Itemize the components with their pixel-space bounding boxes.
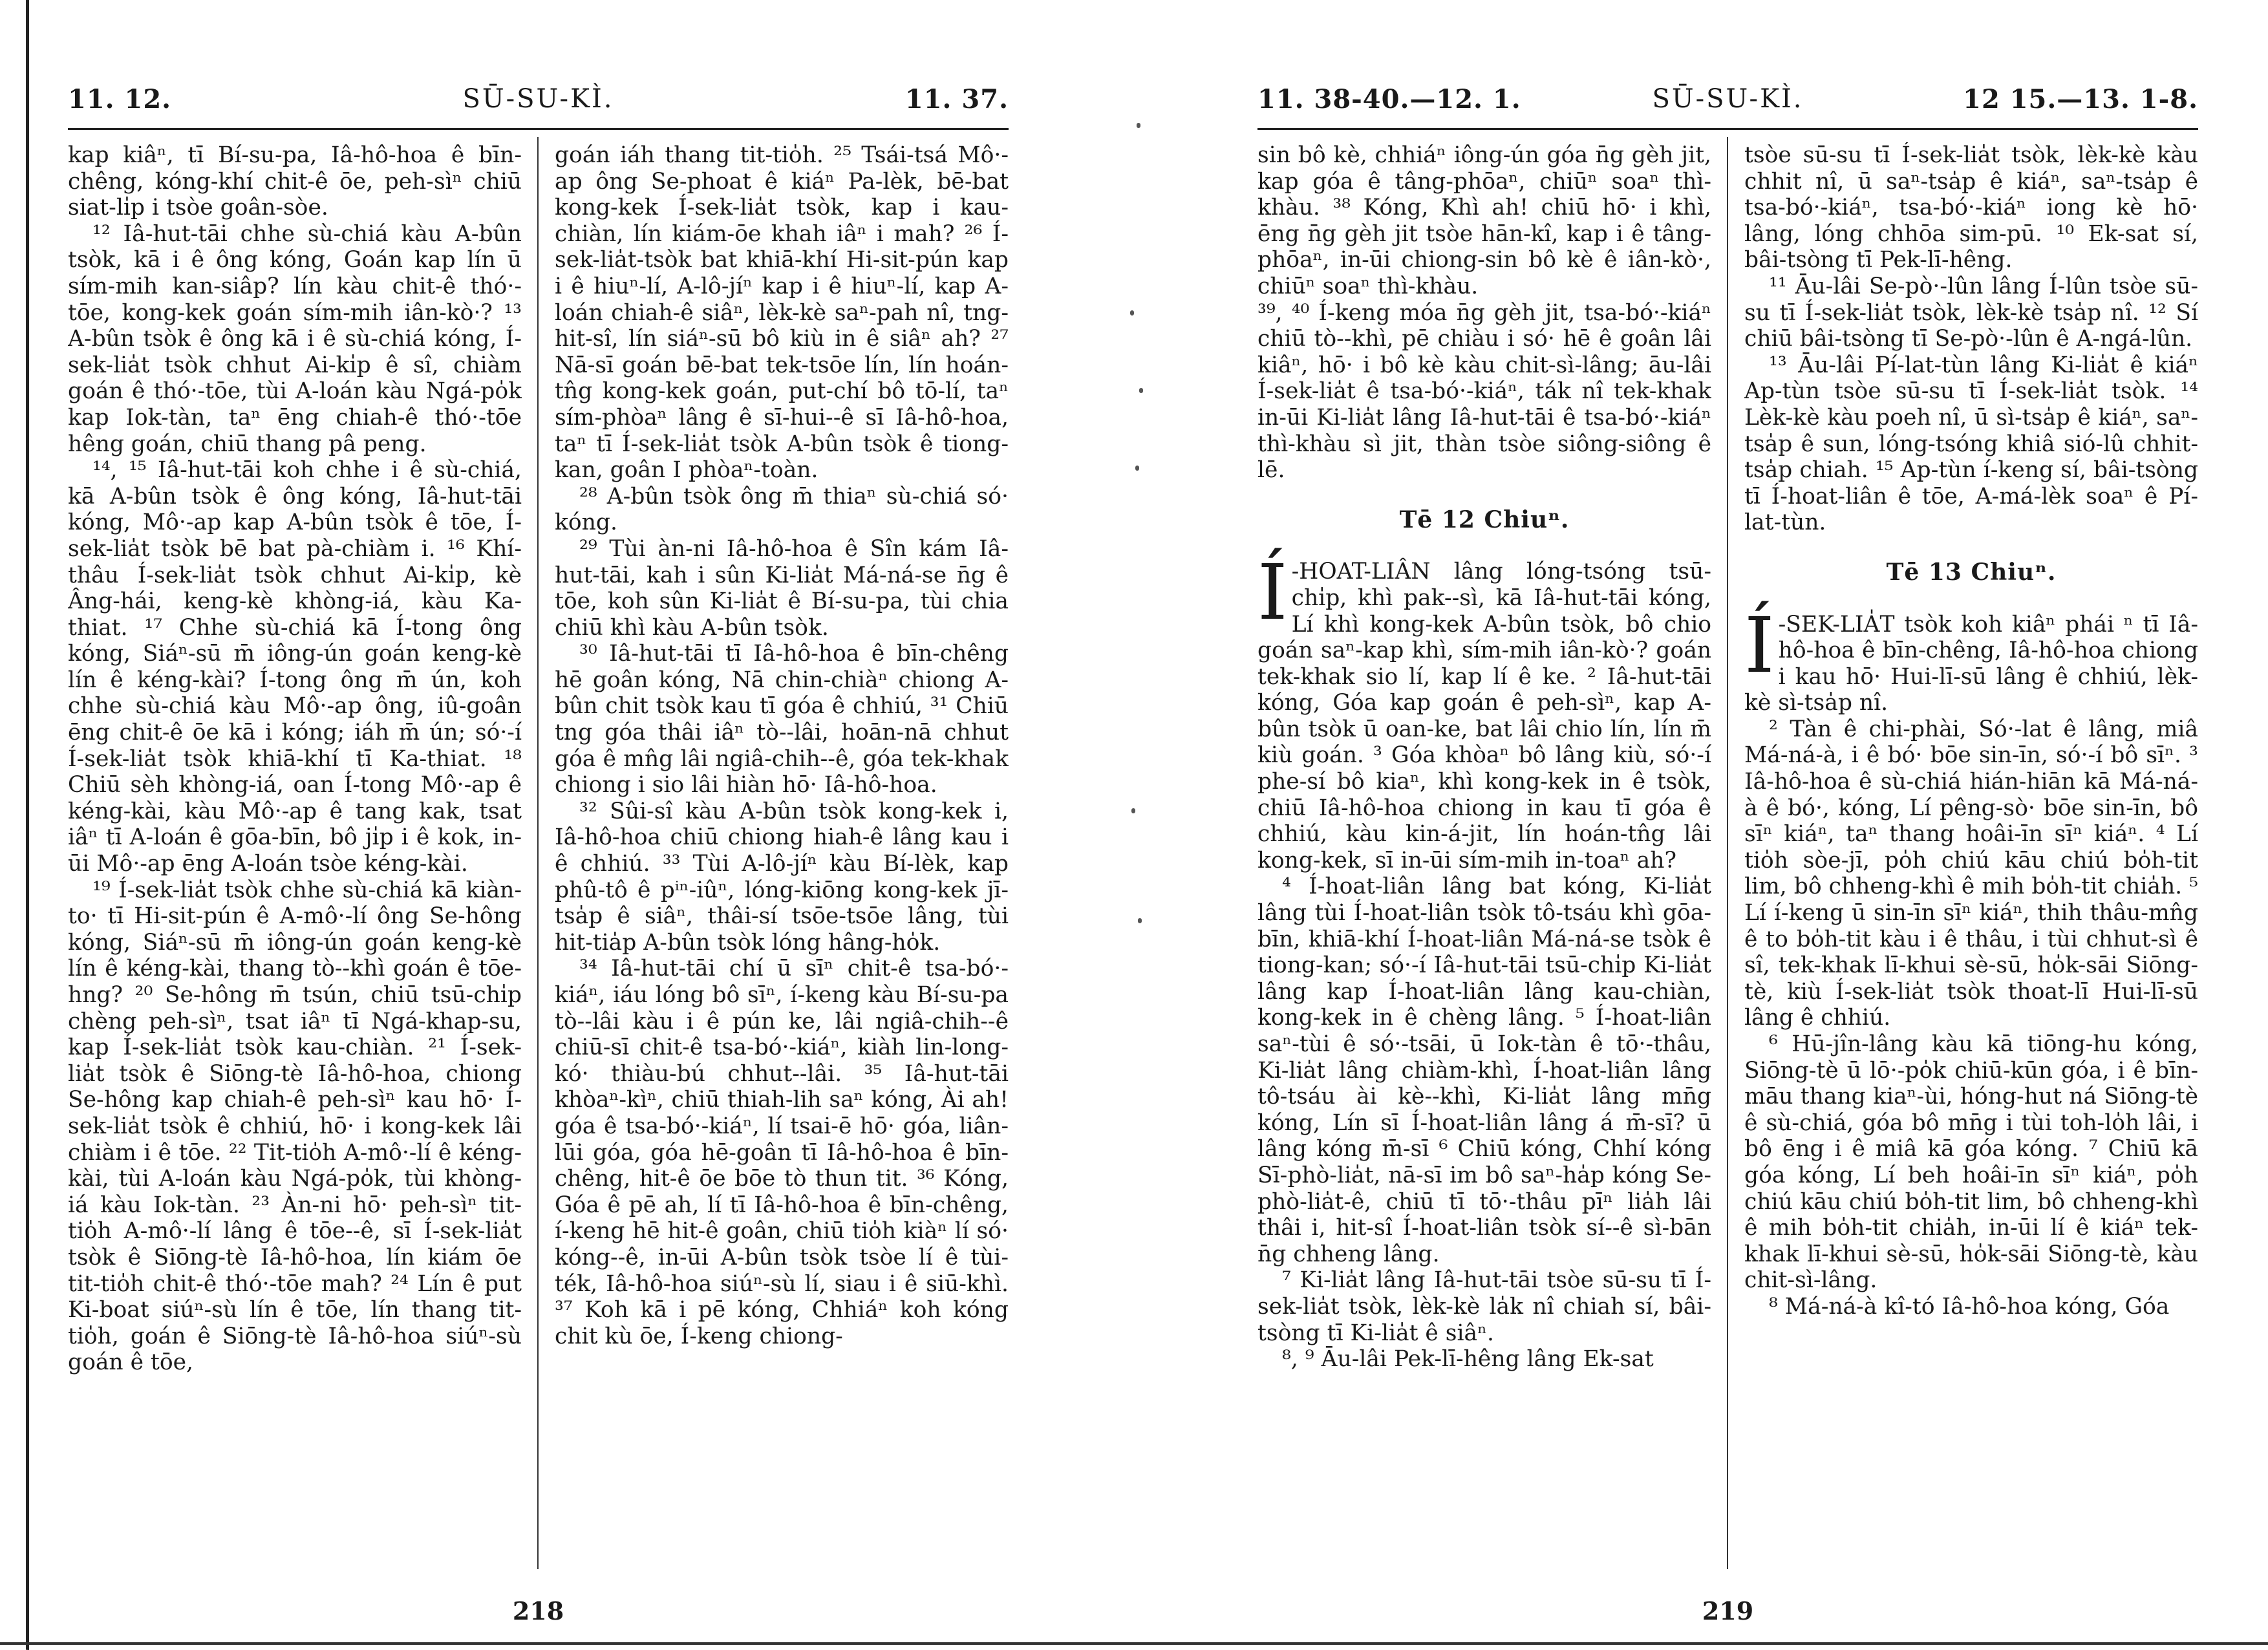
left-page-column-2 [555,142,1009,1579]
paragraph: ⁶ Hū-jîn-lâng kàu kā tiōng-hu kóng, Siōng-tè ū lō·-po̍k chiū-kūn góa, i ê bīn-māu thang kiaⁿ-ùi, hóng-hut ná Siōng-tè ê sù-chiá, góa bô mn̄g i tùi toh-lo̍h lâi, i bô ēng i ê miâ kā góa kóng. ⁷ Chiū kā góa kóng, Lí beh hoâi-īn sīⁿ kiáⁿ, po̍h chiú kāu chiú bo̍h-tit lim, bô chheng-khì ê mih bo̍h-tit chia̍h, in-ūi lí ê kiáⁿ tek-khak lī-khui sè-sū, ho̍k-sāi Siōng-tè, kàu chit-sì-lâng. [1744,1031,2198,1294]
gutter-speck [1130,310,1134,316]
header-right-ref: 11. 37. [904,84,1009,114]
paragraph: goán iáh thang tit-tio̍h. ²⁵ Tsái-tsá Mô·-ap ông Se-phoat ê kiáⁿ Pa-lèk, bē-bat kong-kek Í-sek-lia̍t tsòk, kap i kau-chiàn, lín kiám-ōe khah iâⁿ i mah? ²⁶ Í-sek-lia̍t-tsòk bat khiā-khí Hi-sit-pún kap i ê hiuⁿ-lí, A-lô-jíⁿ kap i ê hiuⁿ-lí, kap A-loán chiah-ê siâⁿ, lèk-kè saⁿ-pah nî, tng-hit-sî, lín siáⁿ-sū bô kiù in ê siâⁿ ah? ²⁷ Nā-sī goán bē-bat tek-tsōe lín, lín hoán-tn̂g kong-kek goán, put-chí bô tō-lí, taⁿ sím-phòaⁿ lâng ê sī-hui--ê sī Iâ-hô-hoa, taⁿ tī Í-sek-lia̍t tsòk A-bûn tsòk ê tiong-kan, goân I phòaⁿ-toàn. [555,142,1009,484]
paragraph: ¹⁴, ¹⁵ Iâ-hut-tāi koh chhe i ê sù-chiá, kā A-bûn tsòk ê ông kóng, Iâ-hut-tāi kóng, Mô·-ap kap A-bûn tsòk ê tōe, Í-sek-lia̍t tsòk bē bat pà-chiàm i. ¹⁶ Khí-thâu Í-sek-lia̍t tsòk chhut Ai-ki̍p, kè Âng-hái, keng-kè khòng-iá, kàu Ka-thiat. ¹⁷ Chhe sù-chiá kā Í-tong ông kóng, Siáⁿ-sū m̄ iông-ún goán keng-kè lín ê kéng-kài? Í-tong ông m̄ ún, koh chhe sù-chiá kàu Mô·-ap ông, iû-goân ēng chit-ê ōe kā i kóng; iáh m̄ ún; só·-í Í-sek-lia̍t tsòk khiā-khí tī Ka-thiat. ¹⁸ Chiū sèh khòng-iá, oan Í-tong Mô·-ap ê kéng-kài, kàu Mô·-ap ê tang kak, tsat iâⁿ tī A-loán ê gōa-bīn, bô ji̍p i ê kok, in-ūi Mô·-ap ēng A-loán tsòe kéng-kài. [68,457,522,877]
paragraph: ⁸ Má-ná-à kî-tó Iâ-hô-hoa kóng, Góa [1769,1293,2170,1320]
gutter-speck [1137,123,1140,128]
left-page-column-1 [68,142,522,1579]
chapter-opening-paragraph [1257,548,1711,873]
page-number: 219 [1702,1596,1754,1625]
left-book-edge [0,0,29,1650]
paragraph-text: -SEK-LIA̍T tsòk koh kiâⁿ phái ⁿ tī Iâ-hô-hoa ê bīn-chêng, Iâ-hô-hoa chiong i kau hō· Hui-lī-sū lâng ê chhiú, lèk-kè sì-tsa̍p nî. [1744,611,2198,716]
paragraph: ³⁴ Iâ-hut-tāi chí ū sīⁿ chit-ê tsa-bó·-kiáⁿ, iáu lóng bô sīⁿ, í-keng kàu Bí-su-pa tò--lâi kàu i ê pún ke, lâi ngiâ-chih--ê chiū-sī chit-ê tsa-bó·-kiáⁿ, kiàh lin-long-kó· thiàu-bú chhut--lâi. ³⁵ Iâ-hut-tāi khòaⁿ-kìⁿ, chiū thiah-lih saⁿ kóng, Ài ah! góa ê tsa-bó·-kiáⁿ, lí tsai-ē hō· góa, liân-lūi góa, góa hē-goân tī Iâ-hô-hoa ê bīn-chêng, hit-ê ōe bōe tò thun tit. ³⁶ Kóng, Góa ê pē ah, lí tī Iâ-hô-hoa ê bīn-chêng, í-keng hē hit-ê goân, chiū tio̍h kiàⁿ lí só· kóng--ê, in-ūi A-bûn tsòk tsòe lí ê tùi-ték, Iâ-hô-hoa siúⁿ-sù lí, siau i ê siū-khì. ³⁷ Koh kā i pē kóng, Chhiáⁿ koh kóng chit kù ōe, Í-keng chiong- [555,956,1009,1349]
chapter-opening-paragraph [1744,600,2198,716]
header-right-ref: 12 15.—13. 1-8. [1963,84,2198,114]
header-left-ref: 11. 38-40.—12. 1. [1257,84,1521,114]
gutter-speck [1139,388,1143,393]
right-page-column-1 [1257,142,1711,1579]
paragraph: ²⁹ Tùi àn-ni Iâ-hô-hoa ê Sîn kám Iâ-hut-tāi, kah i sûn Ki-lia̍t Má-ná-se n̄g ê tōe, koh sûn Ki-lia̍t ê Bí-su-pa, tùi chia chiū khì kàu A-bûn tsòk. [555,535,1009,641]
paragraph: ⁴ Í-hoat-liân lâng bat kóng, Ki-lia̍t lâng tùi Í-hoat-liân tsòk tô-tsáu khì gōa-bīn, khiā-khí Í-hoat-liân Má-ná-se tsòk ê tiong-kan; só·-í Iâ-hut-tāi tsū-chi̍p Ki-lia̍t lâng kap Í-hoat-liân lâng kau-chiàn, kong-kek in ê chèng lâng. ⁵ Í-hoat-liân saⁿ-tùi ê só·-tsāi, ū Iok-tàn ê tō·-thâu, Ki-lia̍t lâng chiàm-khì, Í-hoat-liân lâng tô-tsáu ài kè--khì, Ki-lia̍t lâng mn̄g kóng, Lín sī Í-hoat-liân lâng á m̄-sī? ū lâng kóng m̄-sī ⁶ Chiū kóng, Chhí kóng Sī-phò-lia̍t, nā-sī im bô saⁿ-ha̍p kóng Se-phò-lia̍t-ê, chiū tī tō·-thâu pīⁿ lia̍h lâi thâi i, hit-sî Í-hoat-liân tsòk sí--ê sì-bān n̄g chheng lâng. [1257,873,1711,1267]
paragraph: ³⁰ Iâ-hut-tāi tī Iâ-hô-hoa ê bīn-chêng hē goân kóng, Nā chin-chiàⁿ chiong A-bûn chit tsòk kau tī góa ê chhiú, ³¹ Chiū tng góa thâi iâⁿ tò--lâi, hoān-nā chhut góa ê mn̂g lâi ngiâ-chih--ê, góa tek-khak chiong i sio lâi hiàn hō· Iâ-hô-hoa. [555,641,1009,798]
paragraph: ¹¹ Āu-lâi Se-pò·-lûn lâng Í-lûn tsòe sū-su tī Í-sek-lia̍t tsòk, lèk-kè tsa̍p nî. ¹² Sí chiū bâi-tsòng tī Se-pò·-lûn ê A-ngá-lûn. [1744,273,2198,352]
gutter-speck [1135,466,1139,471]
paragraph: ¹² Iâ-hut-tāi chhe sù-chiá kàu A-bûn tsòk, kā i ê ông kóng, Goán kap lín ū sím-mih kan-siâp? lín kàu chit-ê thó·-tōe, kong-kek goán sím-mih iân-kò·? ¹³ A-bûn tsòk ê ông kā i ê sù-chiá kóng, Í-sek-lia̍t tsòk chhut Ai-ki̍p ê sî, chiàm goán ê thó·-tōe, tùi A-loán kàu Ngá-po̍k kap Iok-tàn, taⁿ ēng chiah-ê thó·-tōe hêng goán, chiū thang pâ peng. [68,220,522,457]
paragraph: tsòe sū-su tī Í-sek-lia̍t tsòk, lèk-kè kàu chhit nî, ū saⁿ-tsa̍p ê kiáⁿ, saⁿ-tsa̍p ê tsa-bó·-kiáⁿ, tsa-bó·-kiáⁿ iong kè hō· lâng, lóng chhōa sim-pū. ¹⁰ Ek-sat sí, bâi-tsòng tī Pek-lī-hêng. [1744,142,2198,273]
column-divider [537,137,539,1569]
header-left-ref: 11. 12. [68,84,172,114]
paragraph: kap kiâⁿ, tī Bí-su-pa, Iâ-hô-hoa ê bīn-chêng, kóng-khí chit-ê ōe, peh-sìⁿ chiū siat-li̍p i tsòe goân-sòe. [68,142,522,221]
gutter-speck [1131,808,1135,813]
column-divider [1727,137,1728,1569]
gutter-marks [1125,0,1151,1650]
page-number: 218 [512,1596,564,1625]
drop-cap: Í [1744,600,1775,690]
header-book-title: SŪ-SU-KÌ. [462,84,614,114]
header-book-title: SŪ-SU-KÌ. [1652,84,1804,114]
running-header [1257,84,2198,123]
chapter-heading: Tē 12 Chiuⁿ. [1399,506,1570,533]
paragraph: ³² Sûi-sî kàu A-bûn tsòk kong-kek i, Iâ-hô-hoa chiū chiong hiah-ê lâng kau i ê chhiú. ³³ Tùi A-lô-jíⁿ kàu Bí-lèk, kap phû-tô ê pⁱⁿ-iûⁿ, lóng-kiōng kong-kek jī-tsa̍p ê siâⁿ, thâi-sí tsōe-tsōe lâng, tùi hit-tia̍p A-bûn tsòk lóng hâng-ho̍k. [555,798,1009,956]
right-page-column-2 [1744,142,2198,1579]
chapter-heading: Tē 13 Chiuⁿ. [1886,558,2057,586]
header-rule [1257,128,2198,130]
paragraph: ²⁸ A-bûn tsòk ông m̄ thiaⁿ sù-chiá só· kóng. [555,483,1009,536]
paragraph: ³⁹, ⁴⁰ Í-keng móa n̄g gèh jit, tsa-bó·-kiáⁿ chiū tò--khì, pē chiàu i só· hē ê goân lâi kiâⁿ, hō· i bô kè kàu chit-sì-lâng; āu-lâi Í-sek-lia̍t ê tsa-bó·-kiáⁿ, ták nî tek-khak in-ūi Ki-lia̍t lâng Iâ-hut-tāi ê tsa-bó·-kiáⁿ thì-khàu sì jit, thàn tsòe siông-siông ê lē. [1257,299,1711,484]
paragraph: ⁸, ⁹ Āu-lâi Pek-lī-hêng lâng Ek-sat [1282,1346,1654,1373]
header-rule [68,128,1009,130]
paragraph: ¹³ Āu-lâi Pí-lat-tùn lâng Ki-lia̍t ê kiáⁿ Ap-tùn tsòe sū-su tī Í-sek-lia̍t tsòk. ¹⁴ Lèk-kè kàu poeh nî, ū sì-tsa̍p ê kiáⁿ, saⁿ-tsa̍p ê sun, lóng-tsóng khiâ sió-lû chhit-tsa̍p chiah. ¹⁵ Ap-tùn í-keng sí, bâi-tsòng tī Í-hoat-liân ê tōe, A-má-lèk soaⁿ ê Pí-lat-tùn. [1744,352,2198,536]
paragraph: ² Tàn ê chi-phài, Só·-lat ê lâng, miâ Má-ná-à, i ê bó· bōe sin-īn, só·-í bô sīⁿ. ³ Iâ-hô-hoa ê sù-chiá hián-hiān kā Má-ná-à ê bó·, kóng, Lí pêng-sò· bōe sin-īn, bô sīⁿ kiáⁿ, taⁿ thang hoâi-īn sīⁿ kiáⁿ. ⁴ Lí tio̍h sòe-jī, po̍h chiú kāu chiú bo̍h-tit lim, bô chheng-khì ê mih bo̍h-tit chia̍h. ⁵ Lí í-keng ū sin-īn sīⁿ kiáⁿ, thih thâu-mn̂g ê to bo̍h-tit kàu i ê thâu, i tùi chhut-sì ê sî, tek-khak lī-khui sè-sū, ho̍k-sāi Siōng-tè, kiù Í-sek-lia̍t tsòk thoat-lī Hui-lī-sū lâng ê chhiú. [1744,716,2198,1031]
left-page [68,71,1009,1650]
gutter-speck [1138,918,1142,923]
paragraph: ⁷ Ki-lia̍t lâng Iâ-hut-tāi tsòe sū-su tī Í-sek-lia̍t tsòk, lèk-kè la̍k nî chiah sí, bâi-tsòng tī Ki-lia̍t ê siâⁿ. [1257,1267,1711,1346]
running-header [68,84,1009,123]
drop-cap: Í [1257,548,1288,638]
paragraph: sin bô kè, chhiáⁿ iông-ún góa n̄g gèh jit, kap góa ê tâng-phōaⁿ, chiūⁿ soaⁿ thì-khàu. ³⁸ Kóng, Khì ah! chiū hō· i khì, ēng n̄g gèh jit tsòe hān-kî, kap i ê tâng-phōaⁿ, in-ūi chiong-sin bô kè ê iân-kò·, chiūⁿ soaⁿ thì-khàu. [1257,142,1711,299]
paragraph-text: -HOAT-LIÂN lâng lóng-tsóng tsū-chi̍p, khì pak--sì, kā Iâ-hut-tāi kóng, Lí khì kong-kek A-bûn tsòk, bô chio goán saⁿ-kap khì, sím-mih iân-kò·? goán tek-khak sio lí, kap lí ê ke. ² Iâ-hut-tāi kóng, Góa kap goán ê peh-sìⁿ, kap A-bûn tsòk ū oan-ke, bat lâi chio lín, lín m̄ kiù goán. ³ Góa khòaⁿ bô lâng kiù, só·-í phe-sí bô kiaⁿ, khì kong-kek in ê tsòk, chiū Iâ-hô-hoa chiong in kau tī góa ê chhiú, kàu kin-á-jit, lín hoán-tn̂g lâi kong-kek, sī in-ūi sím-mih in-toaⁿ ah? [1257,559,1711,873]
paragraph: ¹⁹ Í-sek-lia̍t tsòk chhe sù-chiá kā kiàn-to· tī Hi-sit-pún ê A-mô·-lí ông Se-hông kóng, Siáⁿ-sū m̄ iông-ún goán keng-kè lín ê kéng-kài, thang tò--khì goán ê tōe-hng? ²⁰ Se-hông m̄ tsún, chiū tsū-chi̍p chèng peh-sìⁿ, tsat iâⁿ tī Ngá-khap-su, kap Í-sek-lia̍t tsòk kau-chiàn. ²¹ Í-sek-lia̍t tsòk ê Siōng-tè Iâ-hô-hoa, chiong Se-hông kap chiah-ê peh-sìⁿ kau hō· Í-sek-lia̍t tsòk ê chhiú, hō· i kong-kek lâi chiàm i ê tōe. ²² Tit-tio̍h A-mô·-lí ê kéng-kài, tùi A-loán kàu Ngá-po̍k, tùi khòng-iá kàu Iok-tàn. ²³ Àn-ni hō· peh-sìⁿ tit-tio̍h A-mô·-lí lâng ê tōe--ê, sī Í-sek-lia̍t tsòk ê Siōng-tè Iâ-hô-hoa, lín kiám ōe tit-tio̍h chit-ê thó·-tōe mah? ²⁴ Lín ê put Ki-boat siúⁿ-sù lín ê tōe, lín thang tit-tio̍h, goán ê Siōng-tè Iâ-hô-hoa siúⁿ-sù goán ê tōe, [68,877,522,1376]
right-page [1257,71,2198,1650]
